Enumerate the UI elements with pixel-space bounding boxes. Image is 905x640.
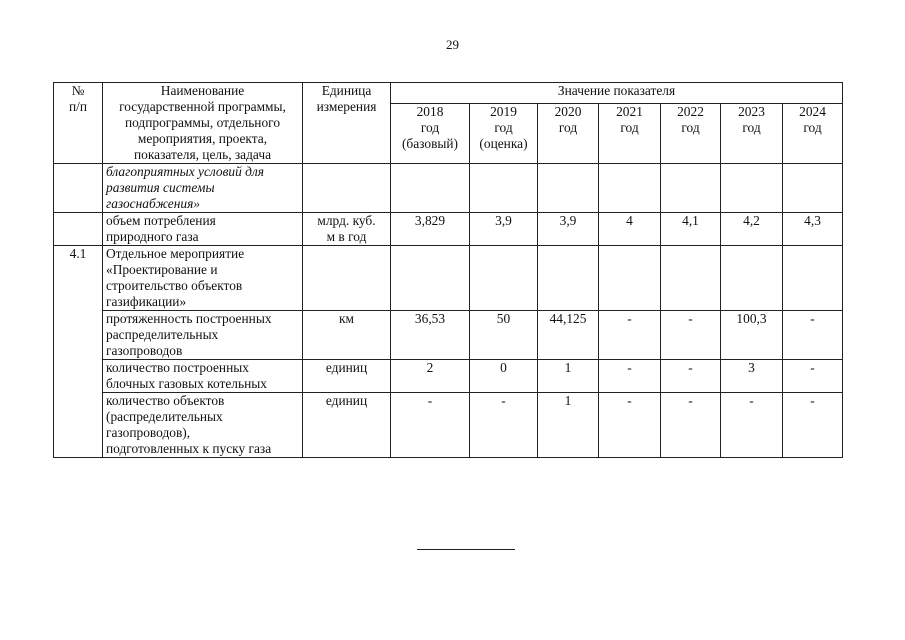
- row-value: 1: [538, 360, 599, 393]
- row-unit: единиц: [303, 393, 391, 458]
- header-year-2023: 2023 год: [721, 103, 783, 163]
- row-value: 1: [538, 393, 599, 458]
- row-name: благоприятных условий для развития системы газоснабжения»: [103, 164, 303, 213]
- page-number: 29: [446, 37, 459, 52]
- row-name: количество объектов (распределительных газопроводов), подготовленных к пуску газа: [103, 393, 303, 458]
- row-value: 4,3: [783, 213, 843, 246]
- row-value: 100,3: [721, 311, 783, 360]
- row-unit: км: [303, 311, 391, 360]
- row-value: 3,829: [391, 213, 470, 246]
- header-row-1: [54, 83, 843, 104]
- row-value: [391, 246, 470, 311]
- row-num: 4.1: [54, 246, 103, 311]
- row-name: протяженность построенных распределительных газопроводов: [103, 311, 303, 360]
- row-value: -: [783, 360, 843, 393]
- row-unit: единиц: [303, 360, 391, 393]
- row-unit: [303, 246, 391, 311]
- row-unit: [303, 164, 391, 213]
- row-value: [538, 164, 599, 213]
- row-value: [721, 164, 783, 213]
- header-year-2024: 2024 год: [783, 103, 843, 163]
- row-value: 36,53: [391, 311, 470, 360]
- row-num: [54, 360, 103, 393]
- row-name: количество построенных блочных газовых котельных: [103, 360, 303, 393]
- row-num: [54, 393, 103, 458]
- row-value: 3: [721, 360, 783, 393]
- row-value: [599, 246, 661, 311]
- row-value: -: [721, 393, 783, 458]
- row-value: 4,1: [661, 213, 721, 246]
- row-value: [470, 164, 538, 213]
- row-value: 44,125: [538, 311, 599, 360]
- row-value: [783, 246, 843, 311]
- row-value: 2: [391, 360, 470, 393]
- row-value: -: [599, 393, 661, 458]
- row-value: -: [661, 360, 721, 393]
- row-num: [54, 213, 103, 246]
- row-value: -: [470, 393, 538, 458]
- header-value-group: Значение показателя: [391, 83, 843, 104]
- table-row: [54, 246, 843, 311]
- row-unit: млрд. куб. м в год: [303, 213, 391, 246]
- row-value: [470, 246, 538, 311]
- row-value: 4,2: [721, 213, 783, 246]
- row-value: 3,9: [538, 213, 599, 246]
- row-value: -: [661, 311, 721, 360]
- row-value: 4: [599, 213, 661, 246]
- table-row: [54, 213, 843, 246]
- header-year-2021: 2021 год: [599, 103, 661, 163]
- indicator-table: [53, 82, 843, 458]
- footer-rule: [417, 549, 515, 550]
- row-value: [783, 164, 843, 213]
- row-value: 0: [470, 360, 538, 393]
- row-value: -: [391, 393, 470, 458]
- table-row: [54, 360, 843, 393]
- header-num: № п/п: [54, 83, 103, 164]
- row-num: [54, 311, 103, 360]
- table-row: [54, 311, 843, 360]
- row-value: [538, 246, 599, 311]
- row-value: [661, 164, 721, 213]
- row-value: -: [661, 393, 721, 458]
- row-value: [391, 164, 470, 213]
- header-year-2022: 2022 год: [661, 103, 721, 163]
- table-row: [54, 393, 843, 458]
- row-name: объем потребления природного газа: [103, 213, 303, 246]
- row-value: 3,9: [470, 213, 538, 246]
- table-row: [54, 164, 843, 213]
- row-value: -: [599, 311, 661, 360]
- row-value: [661, 246, 721, 311]
- header-name: Наименование государственной программы, подпрограммы, отдельного мероприятия, проекта, показателя, цель, задача: [103, 83, 303, 164]
- header-year-2019: 2019 год (оценка): [470, 103, 538, 163]
- row-value: -: [783, 393, 843, 458]
- row-value: -: [783, 311, 843, 360]
- header-year-2018: 2018 год (базовый): [391, 103, 470, 163]
- row-value: [721, 246, 783, 311]
- row-value: [599, 164, 661, 213]
- row-num: [54, 164, 103, 213]
- row-name: Отдельное мероприятие «Проектирование и строительство объектов газификации»: [103, 246, 303, 311]
- header-unit: Единица измерения: [303, 83, 391, 164]
- row-value: 50: [470, 311, 538, 360]
- row-value: -: [599, 360, 661, 393]
- header-year-2020: 2020 год: [538, 103, 599, 163]
